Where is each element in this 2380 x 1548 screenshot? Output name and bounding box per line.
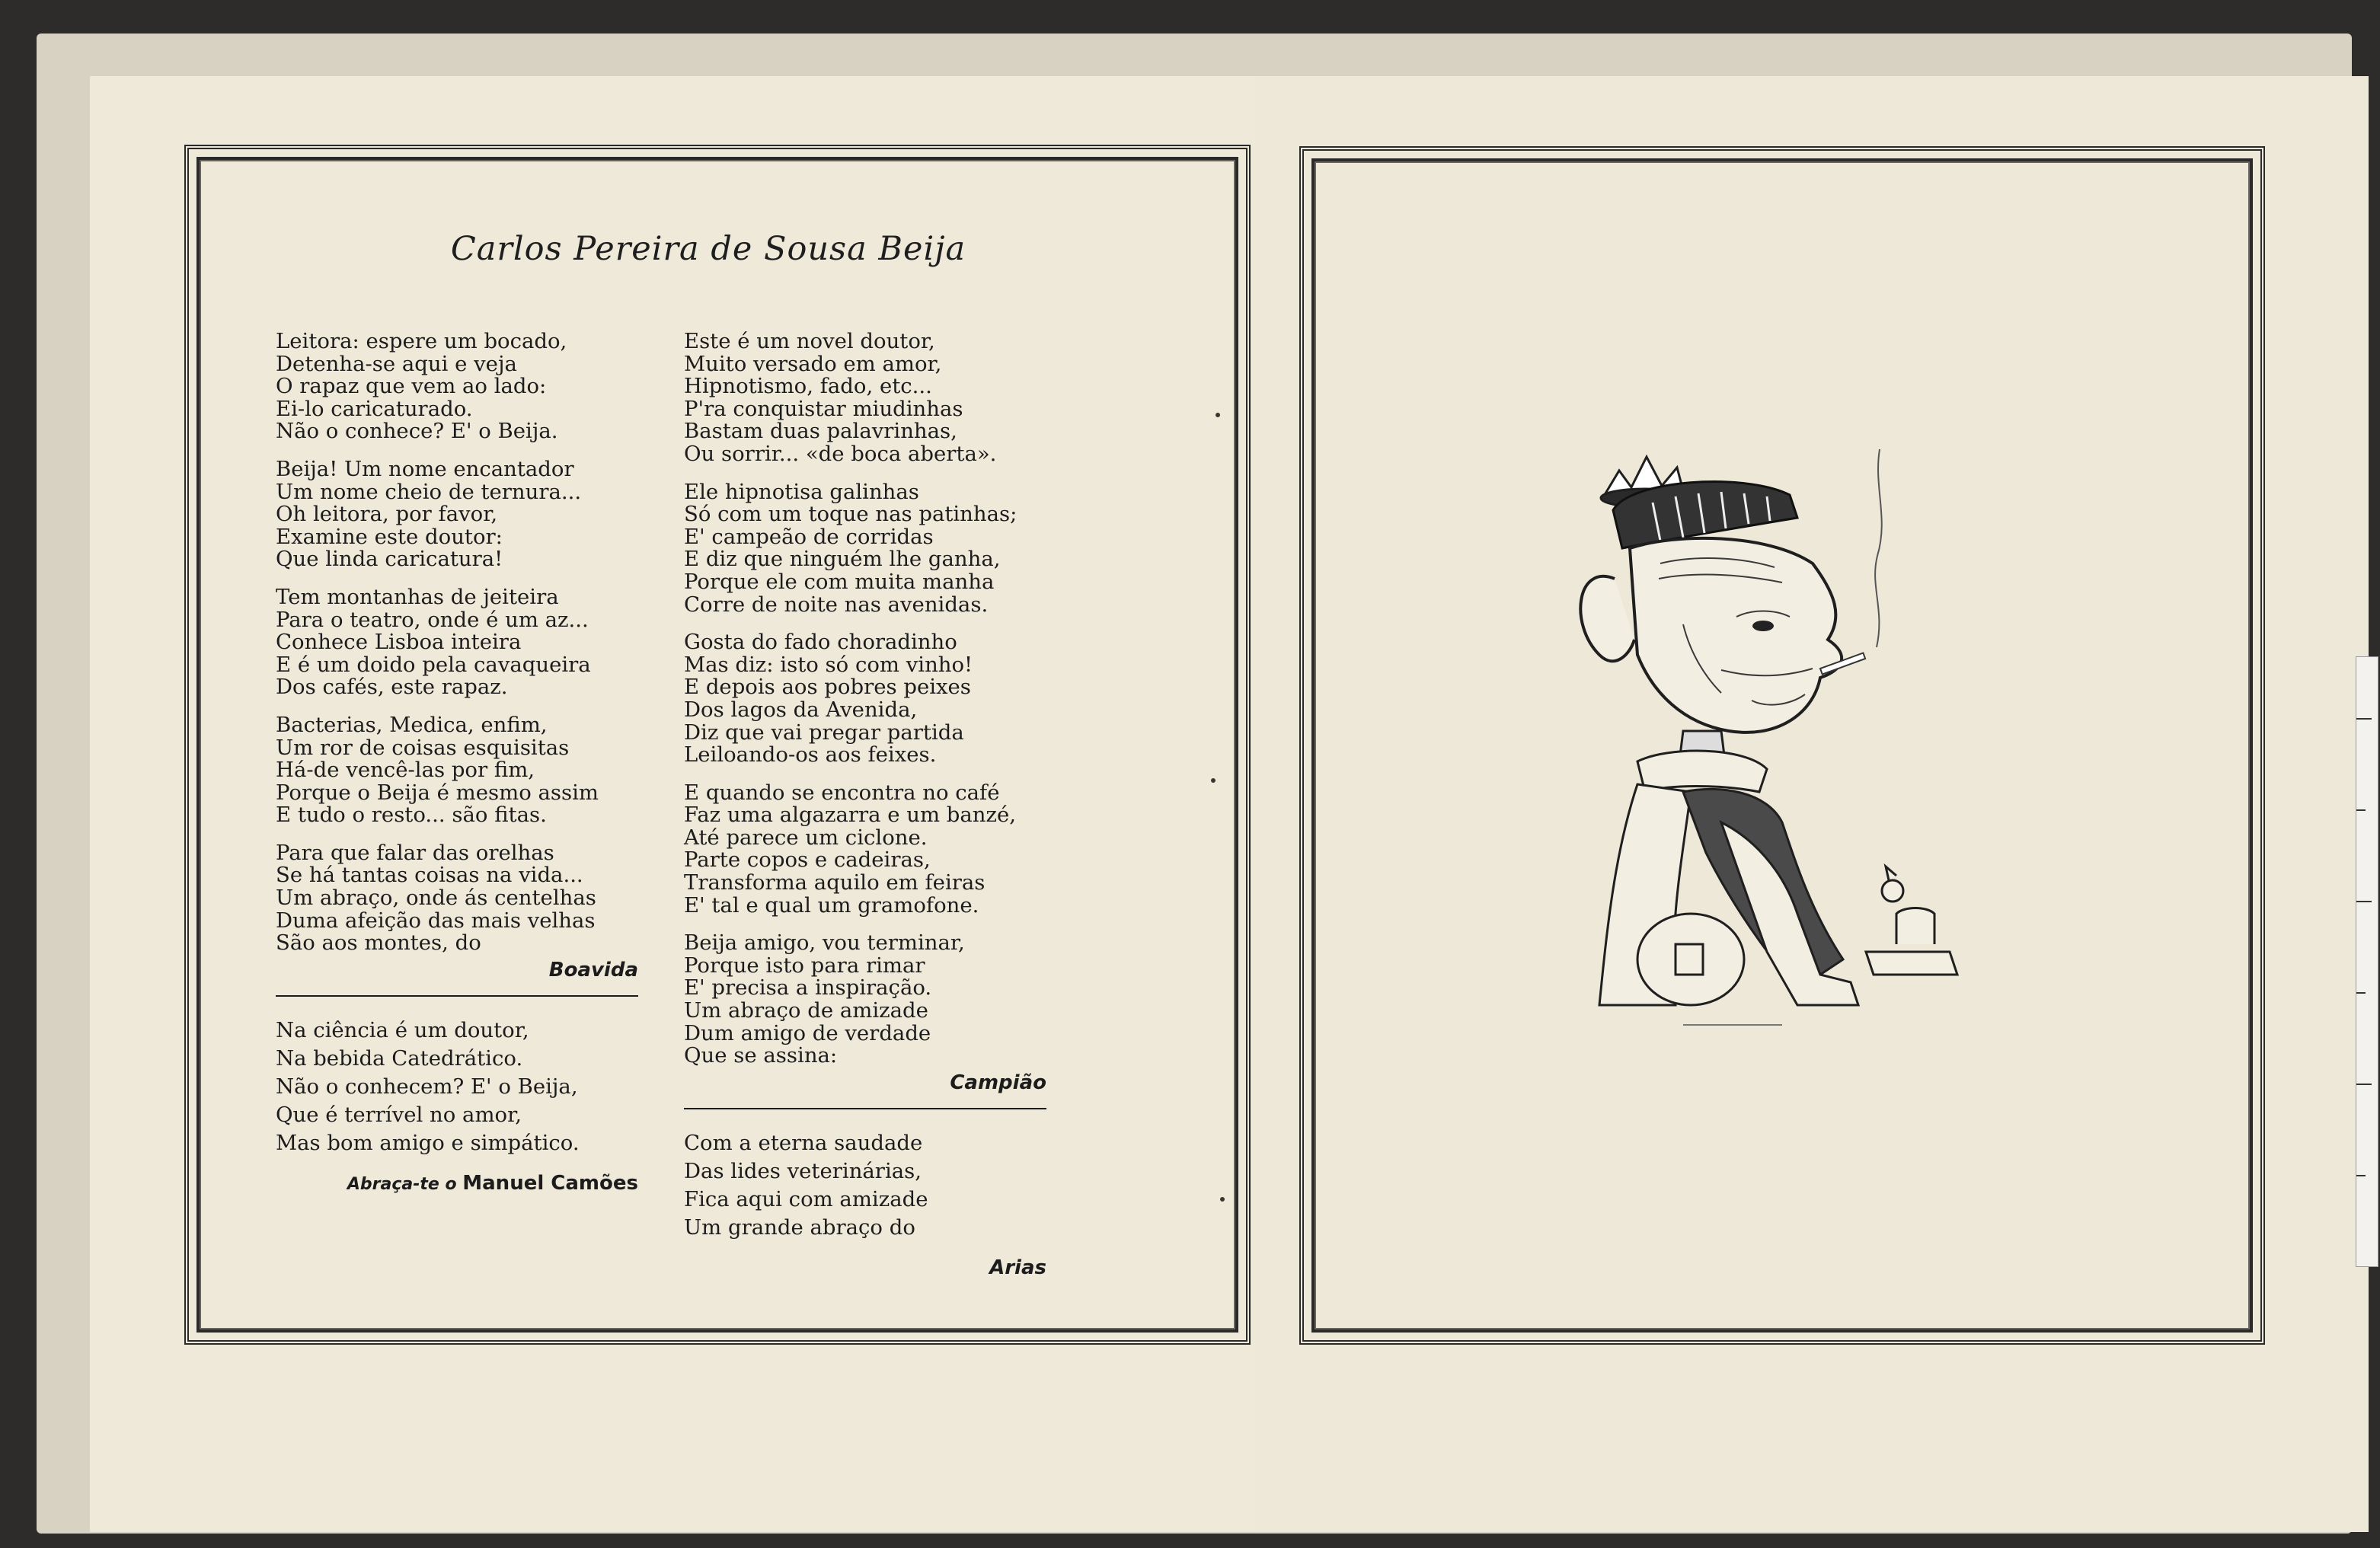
poem-line: E tudo o resto... são fitas. <box>276 803 547 828</box>
poem-column-left <box>276 330 638 1196</box>
poem-line: Se há tantas coisas na vida... <box>276 863 583 888</box>
footer-prefix: Abraça-te o <box>347 1175 463 1195</box>
poem-line: Oh leitora, por favor, <box>276 502 498 527</box>
poem-line: Porque o Beija é mesmo assim <box>276 780 599 805</box>
poem-line: Das lides veterinárias, <box>684 1159 922 1184</box>
footer-name: Arias <box>989 1256 1046 1280</box>
poem-footer-signature <box>684 1257 1046 1280</box>
poem-stanza <box>276 330 638 443</box>
poem-line: E' tal e qual um gramofone. <box>684 892 979 918</box>
poem-line: Mas diz: isto só com vinho! <box>684 652 973 677</box>
poem-line: Um nome cheio de ternura... <box>276 479 582 504</box>
poem-stanza <box>684 631 1046 767</box>
poem-line: Tem montanhas de jeiteira <box>276 584 559 609</box>
poem-stanza <box>276 458 638 571</box>
poem-line: Hipnotismo, fado, etc... <box>684 374 932 399</box>
poem-line: E diz que ninguém lhe ganha, <box>684 547 1001 572</box>
poem-line: E é um doido pela cavaqueira <box>276 652 591 677</box>
poem-stanza <box>684 932 1046 1068</box>
poem-line: Corre de noite nas avenidas. <box>684 592 989 617</box>
poem-line: Que se assina: <box>684 1043 838 1068</box>
poem-stanza <box>276 1017 638 1157</box>
poem-line: Só com um toque nas patinhas; <box>684 502 1017 527</box>
poem-signature: Campião <box>950 1071 1046 1094</box>
poem-line: Faz uma algazarra e um banzé, <box>684 803 1017 828</box>
poem-footer-signature <box>276 1173 638 1196</box>
poem-line: Transforma aquilo em feiras <box>684 870 986 895</box>
poem-line: Um abraço de amizade <box>684 998 928 1023</box>
scale-ruler <box>2356 656 2378 1267</box>
poem-line: Bacterias, Medica, enfim, <box>276 712 548 737</box>
poem-line: São aos montes, do <box>276 930 481 956</box>
poem-line: Não o conhece? E' o Beija. <box>276 419 558 444</box>
poem-line: Para que falar das orelhas <box>276 840 554 865</box>
poem-line: Muito versado em amor, <box>684 351 942 376</box>
poem-title: Carlos Pereira de Sousa Beija <box>450 230 966 268</box>
poem-line: Ele hipnotisa galinhas <box>684 479 919 504</box>
poem-line: Dos cafés, este rapaz. <box>276 675 508 700</box>
poem-stanza <box>276 586 638 699</box>
poem-line: E' campeão de corridas <box>684 524 934 549</box>
dog-icon <box>1866 867 1957 975</box>
poem-line: Diz que vai pregar partida <box>684 720 964 745</box>
poem-column-right <box>684 330 1046 1280</box>
caricature-illustration <box>1569 426 1965 1066</box>
poem-signature: Boavida <box>548 958 638 981</box>
poem-stanza <box>684 782 1046 918</box>
poem-line: Com a eterna saudade <box>684 1131 923 1156</box>
poem-line: Há-de vencê-las por fim, <box>276 758 535 783</box>
poem-line: E depois aos pobres peixes <box>684 675 971 700</box>
poem-line: Para o teatro, onde é um az... <box>276 607 589 632</box>
poem-line: Mas bom amigo e simpático. <box>276 1131 580 1156</box>
poem-line: Dum amigo de verdade <box>684 1020 931 1045</box>
poem-line: O rapaz que vem ao lado: <box>276 374 547 399</box>
poem-line: E' precisa a inspiração. <box>684 975 932 1001</box>
poem-line: Examine este doutor: <box>276 524 503 549</box>
poem-stanza <box>276 714 638 827</box>
poem-line: Beija! Um nome encantador <box>276 456 574 481</box>
poem-line: Parte copos e cadeiras, <box>684 847 931 873</box>
poem-line: Na ciência é um doutor, <box>276 1018 529 1043</box>
poem-line: E quando se encontra no café <box>684 780 1000 805</box>
poem-line: Um abraço, onde ás centelhas <box>276 886 596 911</box>
binding-mark <box>1211 778 1216 783</box>
poem-line: Até parece um ciclone. <box>684 825 928 850</box>
footer-name: Manuel Camões <box>462 1172 638 1195</box>
poem-line: Que é terrível no amor, <box>276 1103 522 1128</box>
poem-stanza <box>684 481 1046 617</box>
poem-line: Fica aqui com amizade <box>684 1187 928 1212</box>
poem-stanza <box>684 330 1046 466</box>
binding-mark <box>1220 1197 1225 1202</box>
poem-line: Detenha-se aqui e veja <box>276 351 517 376</box>
poem-line: Leitora: espere um bocado, <box>276 329 567 353</box>
binding-mark <box>1216 413 1220 417</box>
poem-line: Duma afeição das mais velhas <box>276 908 596 933</box>
poem-line: Conhece Lisboa inteira <box>276 630 522 655</box>
poem-line: Este é um novel doutor, <box>684 329 935 353</box>
divider-rule <box>684 1108 1046 1109</box>
poem-stanza <box>684 1129 1046 1242</box>
poem-line: Um grande abraço do <box>684 1215 915 1240</box>
poem-line: Que linda caricatura! <box>276 547 503 572</box>
poem-line: Um ror de coisas esquisitas <box>276 735 570 760</box>
poem-line: Gosta do fado choradinho <box>684 630 957 655</box>
poem-line: Ei-lo caricaturado. <box>276 396 473 421</box>
poem-line: Ou sorrir... «de boca aberta». <box>684 441 997 466</box>
poem-line: Leiloando-os aos feixes. <box>684 742 937 768</box>
poem-line: Porque isto para rimar <box>684 953 925 978</box>
poem-line: Na bebida Catedrático. <box>276 1046 523 1071</box>
poem-line: Bastam duas palavrinhas, <box>684 419 957 444</box>
poem-line: Porque ele com muita manha <box>684 569 995 594</box>
divider-rule <box>276 995 638 997</box>
poem-line: P'ra conquistar miudinhas <box>684 396 963 421</box>
poem-line: Não o conhecem? E' o Beija, <box>276 1074 578 1100</box>
poem-stanza <box>276 842 638 955</box>
poem-line: Beija amigo, vou terminar, <box>684 930 965 956</box>
poem-line: Dos lagos da Avenida, <box>684 697 918 722</box>
